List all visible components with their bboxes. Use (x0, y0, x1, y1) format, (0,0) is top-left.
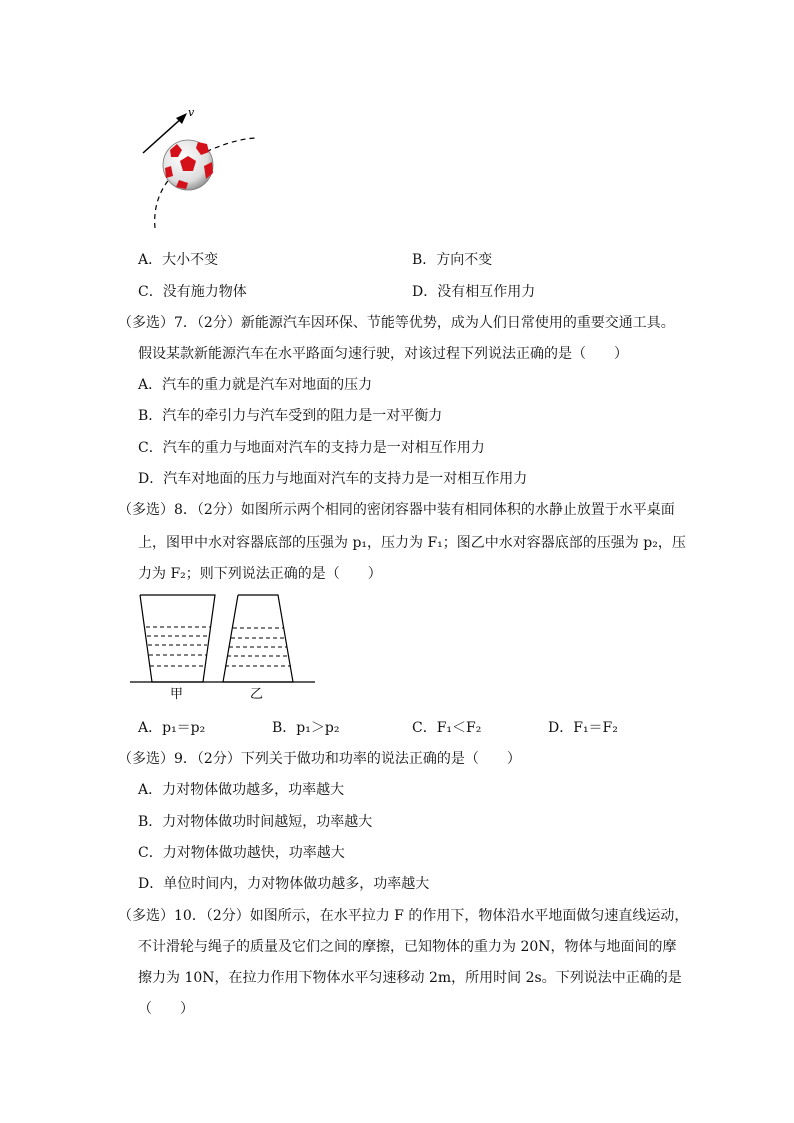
q8-option-c: C．F₁＜F₂ (412, 720, 482, 736)
q7-stem-line2: 假设某款新能源汽车在水平路面匀速行驶，对该过程下列说法正确的是（ ） (138, 346, 628, 362)
q9-option-d: D．单位时间内，力对物体做功越多，功率越大 (138, 876, 430, 892)
label-jia: 甲 (170, 687, 184, 702)
q9-option-b: B．力对物体做功时间越短，功率越大 (138, 814, 373, 830)
q7-option-c: C．汽车的重力与地面对汽车的支持力是一对相互作用力 (138, 440, 485, 456)
label-yi: 乙 (250, 687, 264, 702)
soccer-ball-figure (130, 100, 270, 235)
container-yi (223, 595, 293, 682)
q7-option-b: B．汽车的牵引力与汽车受到的阻力是一对平衡力 (138, 408, 443, 424)
q6-option-d: D．没有相互作用力 (412, 284, 536, 300)
velocity-label: v (188, 106, 195, 119)
q8-option-a: A．p₁＝p₂ (138, 720, 206, 736)
q10-stem-line4: （ ） (138, 1001, 194, 1017)
q6-option-a: A．大小不变 (138, 252, 219, 268)
q10-stem-line1: （多选）10．（2分）如图所示，在水平拉力 F 的作用下，物体沿水平地面做匀速直线运动， (118, 908, 689, 924)
q6-option-c: C．没有施力物体 (138, 284, 247, 300)
q9-stem-line1: （多选）9．（2分）下列关于做功和功率的说法正确的是（ ） (118, 751, 521, 767)
q7-stem-line1: （多选）7．（2分）新能源汽车因环保、节能等优势，成为人们日常使用的重要交通工具。 (118, 315, 675, 331)
q8-stem-line3: 力为 F₂；则下列说法正确的是（ ） (138, 566, 382, 582)
q9-option-a: A．力对物体做功越多，功率越大 (138, 782, 345, 798)
q10-stem-line2: 不计滑轮与绳子的质量及它们之间的摩擦，已知物体的重力为 20N，物体与地面间的摩 (138, 939, 677, 955)
q8-option-b: B．p₁＞p₂ (272, 720, 340, 736)
q8-stem-line2: 上，图甲中水对容器底部的压强为 p₁，压力为 F₁；图乙中水对容器底部的压强为 p₂，压 (138, 535, 686, 551)
q8-option-d: D．F₁＝F₂ (548, 720, 618, 736)
q9-option-c: C．力对物体做功越快，功率越大 (138, 845, 345, 861)
container-jia (140, 595, 215, 682)
q10-stem-line3: 擦力为 10N，在拉力作用下物体水平匀速移动 2m，所用时间 2s。下列说法中正确的是 (138, 970, 682, 986)
q8-stem-line1: （多选）8．（2分）如图所示两个相同的密闭容器中装有相同体积的水静止放置于水平桌面 (118, 502, 675, 518)
q7-option-a: A．汽车的重力就是汽车对地面的压力 (138, 377, 373, 393)
q7-option-d: D．汽车对地面的压力与地面对汽车的支持力是一对相互作用力 (138, 471, 528, 487)
containers-figure (130, 590, 320, 705)
q6-option-b: B．方向不变 (412, 252, 493, 268)
